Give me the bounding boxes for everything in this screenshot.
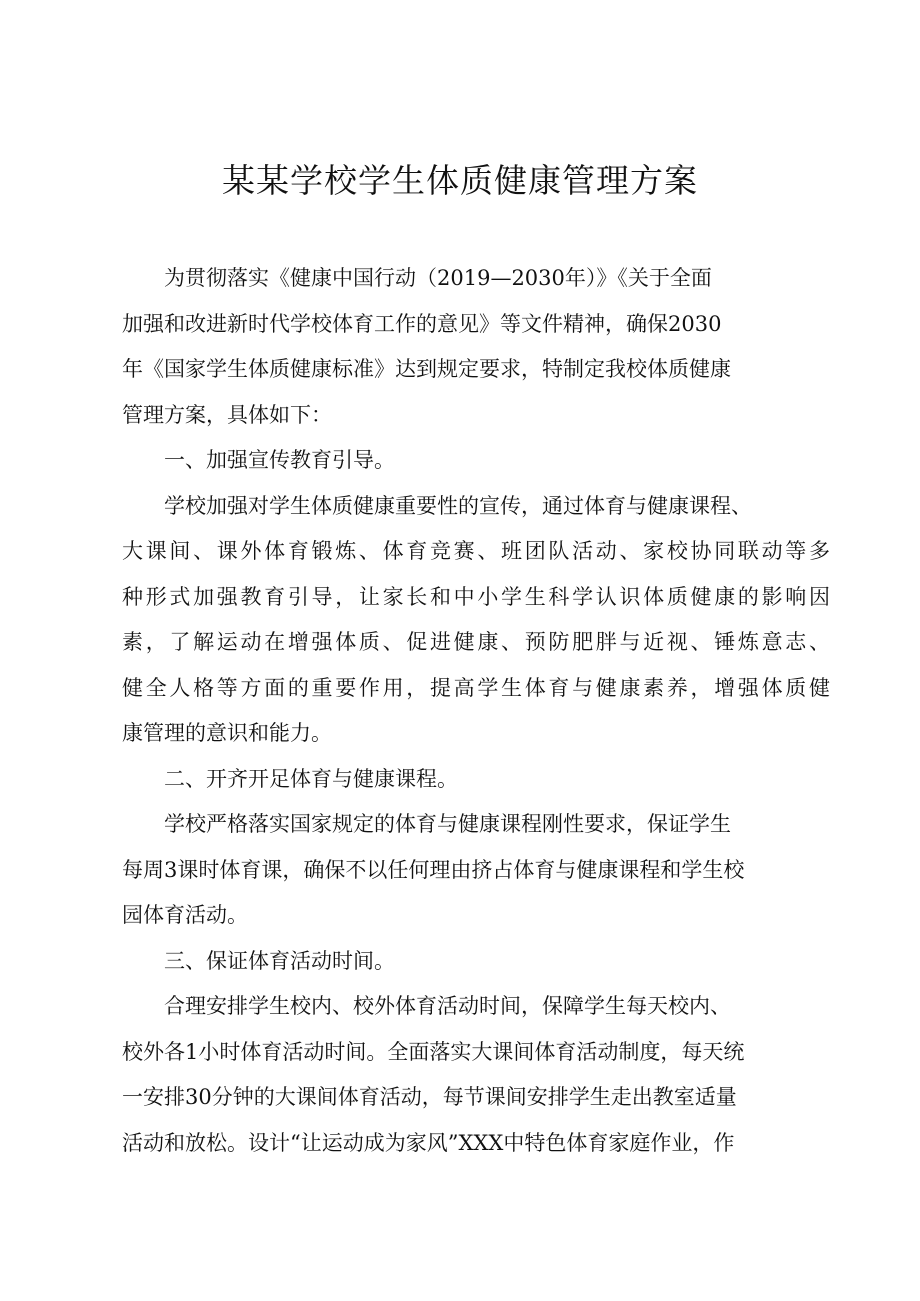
paragraph-line: 素，了解运动在增强体质、促进健康、预防肥胖与近视、锤炼意志、 bbox=[122, 630, 830, 654]
paragraph-line: 合理安排学生校内、校外体育活动时间，保障学生每天校内、 bbox=[164, 994, 731, 1018]
paragraph-line: 学校加强对学生体质健康重要性的宣传，通过体育与健康课程、 bbox=[164, 493, 752, 518]
document-body bbox=[122, 256, 830, 1166]
section-heading: 二、开齐开足体育与健康课程。 bbox=[164, 766, 458, 791]
paragraph-line: 健全人格等方面的重要作用，提高学生体育与健康素养，增强体质健 bbox=[122, 675, 830, 700]
section-heading: 三、保证体育活动时间。 bbox=[164, 948, 395, 973]
paragraph-line: 年《国家学生体质健康标准》达到规定要求，特制定我校体质健康 bbox=[122, 357, 731, 381]
paragraph-line: 园体育活动。 bbox=[122, 903, 248, 927]
paragraph-line: 活动和放松。设计“让运动成为家风”XXX中特色体育家庭作业，作 bbox=[122, 1130, 735, 1155]
paragraph-line: 管理方案，具体如下： bbox=[122, 402, 332, 427]
paragraph-line: 康管理的意识和能力。 bbox=[122, 721, 332, 745]
paragraph-line: 加强和改进新时代学校体育工作的意见》等文件精神，确保2030 bbox=[122, 311, 722, 336]
paragraph-line: 大课间、课外体育锻炼、体育竞赛、班团队活动、家校协同联动等多 bbox=[122, 539, 830, 563]
paragraph-line: 学校严格落实国家规定的体育与健康课程刚性要求，保证学生 bbox=[164, 812, 731, 836]
paragraph-line: 一安排30分钟的大课间体育活动，每节课间安排学生走出教室适量 bbox=[122, 1085, 737, 1109]
paragraph-line: 每周3课时体育课，确保不以任何理由挤占体育与健康课程和学生校 bbox=[122, 857, 745, 882]
paragraph-line: 校外各1小时体育活动时间。全面落实大课间体育活动制度，每天统 bbox=[122, 1039, 745, 1064]
section-heading: 一、加强宣传教育引导。 bbox=[164, 448, 395, 472]
paragraph-line: 种形式加强教育引导，让家长和中小学生科学认识体质健康的影响因 bbox=[122, 584, 830, 609]
document-title: 某某学校学生体质健康管理方案 bbox=[222, 161, 698, 200]
paragraph-line: 为贯彻落实《健康中国行动（2019—2030年）》《关于全面 bbox=[164, 266, 712, 290]
